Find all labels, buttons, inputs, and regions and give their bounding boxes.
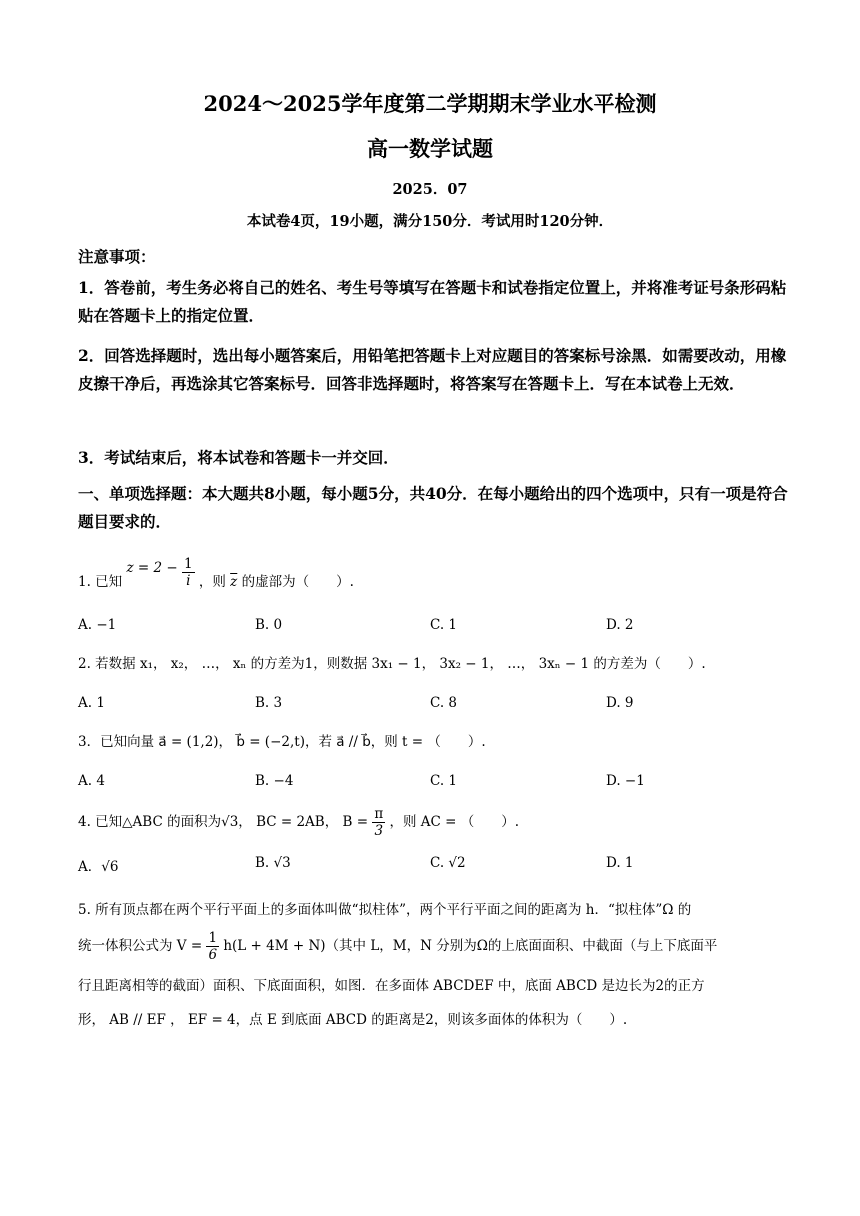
question-5-line-4: 形， AB // EF ， EF = 4，点 E 到底面 ABCD 的距离是2，则该多面体的体积为（ ）. — [78, 1012, 628, 1028]
option-b: B. √3 — [255, 855, 291, 871]
option-c: C. 1 — [430, 773, 458, 789]
question-1-formula: z = 2 − — [126, 560, 178, 576]
option-c: C. 8 — [430, 695, 458, 711]
notice-item-3: 3．考试结束后，将本试卷和答题卡一并交回． — [78, 448, 399, 467]
option-a: A. 4 — [78, 773, 105, 789]
question-4 — [78, 806, 519, 839]
option-b: B. 0 — [255, 617, 283, 633]
exam-info: 本试卷4页，19小题，满分150分．考试用时120分钟． — [246, 213, 614, 230]
question-4-fraction — [372, 806, 385, 839]
question-1-prefix: 1. 已知 — [78, 574, 123, 590]
option-d: D. −1 — [606, 773, 645, 789]
question-4-suffix: ，则 AC = （ ）. — [389, 814, 520, 830]
section-heading-single-choice: 一、单项选择题：本大题共8小题，每小题5分，共40分．在每小题给出的四个选项中，只有一项是符合题目要求的． — [78, 484, 788, 531]
question-5-line-3: 行且距离相等的截面）面积、下底面面积，如图．在多面体 ABCDEF 中，底面 ABCD 是边长为2的正方 — [78, 978, 705, 994]
option-c: C. 1 — [430, 617, 458, 633]
option-b: B. −4 — [255, 773, 294, 789]
option-a: A. 1 — [78, 695, 105, 711]
option-d: D. 9 — [606, 695, 634, 711]
question-1 — [78, 556, 354, 599]
question-5-fraction — [206, 930, 219, 963]
fraction-denominator: i — [186, 573, 191, 589]
fraction-denominator: 3 — [374, 823, 384, 839]
fraction-numerator: 1 — [183, 556, 193, 572]
fraction-numerator: 1 — [208, 930, 218, 946]
question-1-suffix: ，则 — [198, 574, 226, 590]
notice-item-1: 1．答卷前，考生务必将自己的姓名、考生号等填写在答题卡和试卷指定位置上，并将准考证号条形码粘贴在答题卡上的指定位置． — [78, 278, 787, 325]
option-d: D. 2 — [606, 617, 634, 633]
option-a: A. −1 — [78, 617, 117, 633]
exam-subject-title: 高一数学试题 — [367, 136, 493, 161]
option-d: D. 1 — [606, 855, 634, 871]
question-1-tail: 的虚部为（ ）. — [241, 574, 354, 590]
question-5-line-2 — [78, 930, 788, 963]
question-5-formula-suffix: h(L + 4M + N)（其中 L，M，N 分别为Ω的上底面面积、中截面（与上下底面平 — [223, 938, 718, 954]
option-a: A．√6 — [78, 859, 119, 875]
question-3: 3．已知向量 a⃗ = (1,2)， b⃗ = (−2,t)，若 a⃗ // b⃗，则 t = （ ）. — [78, 734, 486, 750]
question-4-prefix: 4. 已知△ABC 的面积为√3， BC = 2AB， B = — [78, 814, 369, 830]
notice-item-2: 2．回答选择题时，选出每小题答案后，用铅笔把答题卡上对应题目的答案标号涂黑．如需要改动，用橡皮擦干净后，再选涂其它答案标号．回答非选择题时，将答案写在答题卡上．写在本试卷上无效． — [78, 346, 787, 393]
option-b: B. 3 — [255, 695, 283, 711]
question-1-fraction — [182, 556, 195, 589]
question-1-conjugate: $\overline{z}$ — [230, 574, 238, 590]
exam-title: 2024～2025学年度第二学期期末学业水平检测 — [203, 91, 657, 116]
fraction-numerator: π — [374, 806, 384, 822]
question-5-formula-prefix: 统一体积公式为 V = — [78, 938, 203, 954]
fraction-denominator: 6 — [208, 947, 218, 963]
notice-heading: 注意事项： — [78, 247, 156, 266]
question-2: 2. 若数据 x₁， x₂， …， xₙ 的方差为1，则数据 3x₁ − 1， 3x₂ − 1， …， 3xₙ − 1 的方差为（ ）. — [78, 656, 706, 672]
option-c: C. √2 — [430, 855, 466, 871]
exam-date: 2025．07 — [392, 181, 468, 198]
question-5-line-1: 5. 所有顶点都在两个平行平面上的多面体叫做“拟柱体”，两个平行平面之间的距离为 h．“拟柱体”Ω 的 — [78, 902, 692, 918]
